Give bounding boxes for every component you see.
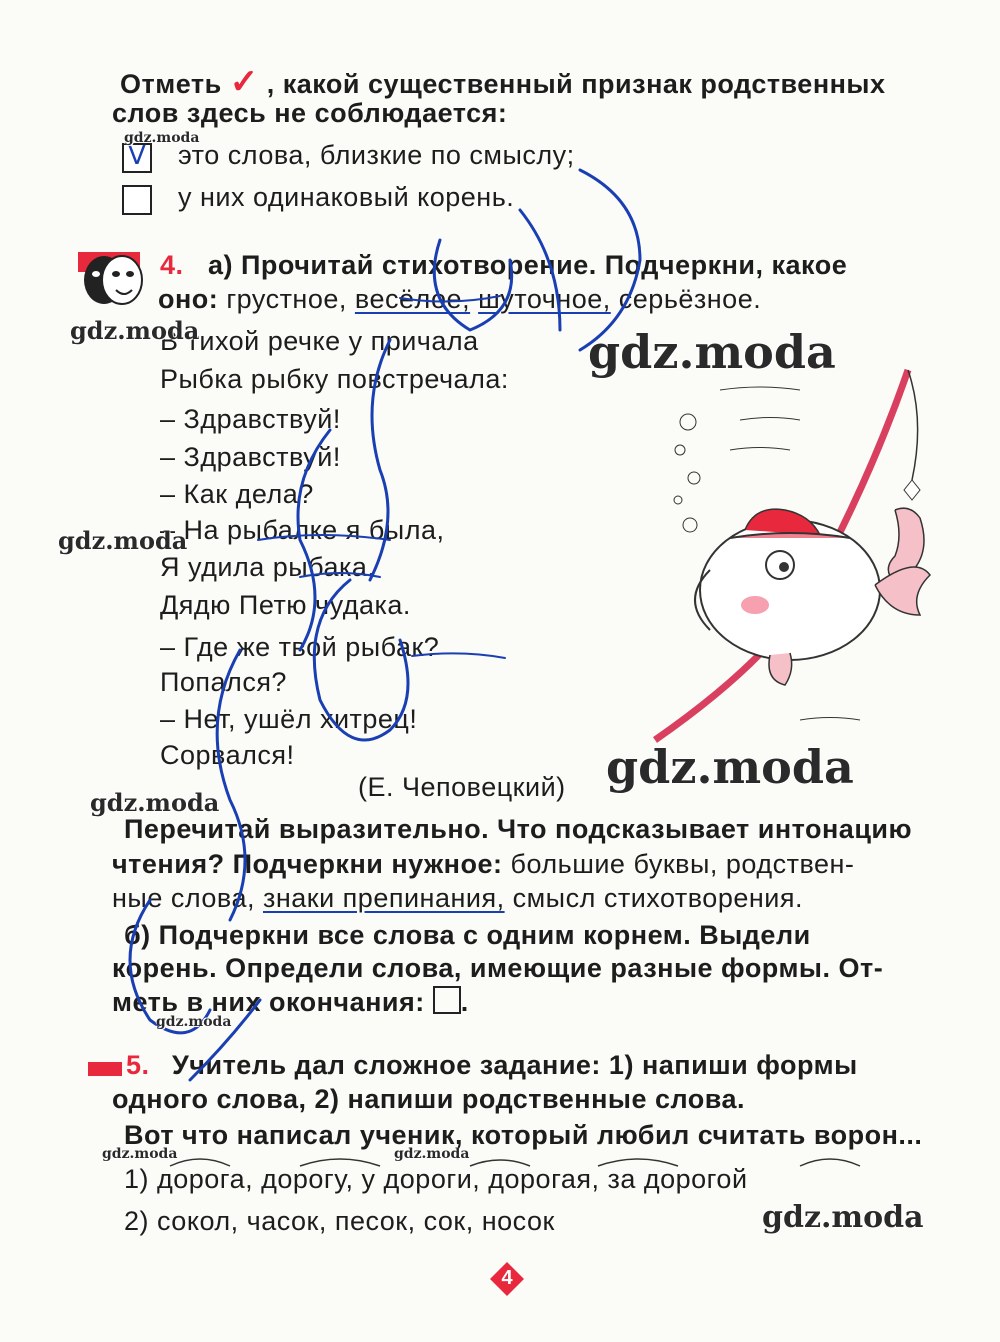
- poem-line: – Как дела?: [160, 479, 314, 509]
- task5-line1: Учитель дал сложное задание: 1) напиши формы: [172, 1050, 858, 1080]
- poem-line: – Где же твой рыбак?: [160, 632, 440, 662]
- option-merry[interactable]: весёлое,: [354, 284, 471, 314]
- reread-line2-bold: чтения? Подчеркни нужное:: [112, 849, 503, 879]
- task4b-line2: корень. Определи слова, имеющие разные формы. От-: [112, 953, 884, 983]
- reread-line1: Перечитай выразительно. Что подсказывает интонацию: [124, 814, 913, 844]
- watermark: gdz.moda: [588, 325, 836, 379]
- task4b-line3-end: .: [460, 987, 469, 1017]
- watermark: gdz.moda: [124, 130, 200, 146]
- option-joke[interactable]: шуточное,: [478, 284, 611, 314]
- task5-line2: одного слова, 2) напиши родственные слова.: [112, 1084, 746, 1114]
- poem-line: Сорвался!: [160, 740, 295, 770]
- task5-row2: 2) сокол, часок, песок, сок, носок: [124, 1206, 555, 1236]
- option1-check-mark: V: [128, 141, 146, 171]
- task5-row1: 1) дорога, дорогу, у дороги, дорогая, за дорогой: [124, 1164, 748, 1194]
- poem-line: Попался?: [160, 667, 287, 697]
- poem-line: – Здравствуй!: [160, 442, 341, 472]
- option-punctuation[interactable]: знаки препинания,: [262, 883, 505, 913]
- option-related-words[interactable]: ные слова,: [112, 883, 255, 913]
- task4b-line1: б) Подчеркни все слова с одним корнем. Выдели: [124, 920, 811, 950]
- reread-line2-rest: большие буквы, родствен-: [510, 849, 855, 879]
- page-number: 4: [501, 1267, 513, 1289]
- task5-line3: Вот что написал ученик, который любил считать ворон...: [124, 1120, 923, 1150]
- watermark: gdz.moda: [90, 788, 220, 817]
- watermark: gdz.moda: [394, 1146, 470, 1162]
- check-mark-icon: ✓: [229, 63, 259, 101]
- watermark: gdz.moda: [762, 1200, 924, 1235]
- option2-label: у них одинаковый корень.: [178, 182, 515, 212]
- task4-line1: а) Прочитай стихотворение. Подчеркни, какое: [208, 250, 848, 280]
- option1-label: это слова, близкие по смыслу;: [178, 140, 575, 170]
- option-serious[interactable]: серьёзное.: [618, 284, 762, 314]
- watermark: gdz.moda: [102, 1146, 178, 1162]
- watermark: gdz.moda: [70, 316, 200, 345]
- poem-author: (Е. Чеповецкий): [358, 772, 566, 802]
- task4-line2-bold: оно:: [158, 284, 219, 314]
- watermark: gdz.moda: [156, 1014, 232, 1030]
- option-meaning[interactable]: смысл стихотворения.: [512, 883, 803, 913]
- poem-line: Я удила рыбака,: [160, 552, 376, 582]
- task3-line1-pre: Отметь: [120, 69, 222, 99]
- watermark: gdz.moda: [58, 526, 188, 555]
- task4b-line3-text: меть в них окончания:: [112, 987, 425, 1017]
- poem-line: – На рыбалке я была,: [160, 515, 445, 545]
- poem-line: В тихой речке у причала: [160, 326, 479, 356]
- task3-line1-post: , какой существенный признак родственных: [266, 69, 886, 99]
- watermark: gdz.moda: [606, 740, 854, 794]
- task5-number: 5.: [126, 1050, 150, 1080]
- poem-line: – Нет, ушёл хитрец!: [160, 704, 418, 734]
- poem-line: Рыбка рыбку повстречала:: [160, 364, 509, 394]
- poem-line: – Здравствуй!: [160, 404, 341, 434]
- option-sad[interactable]: грустное,: [226, 284, 347, 314]
- poem-line: Дядю Петю чудака.: [160, 590, 411, 620]
- task4-number: 4.: [160, 250, 184, 280]
- task3-line2: слов здесь не соблюдается:: [112, 98, 508, 128]
